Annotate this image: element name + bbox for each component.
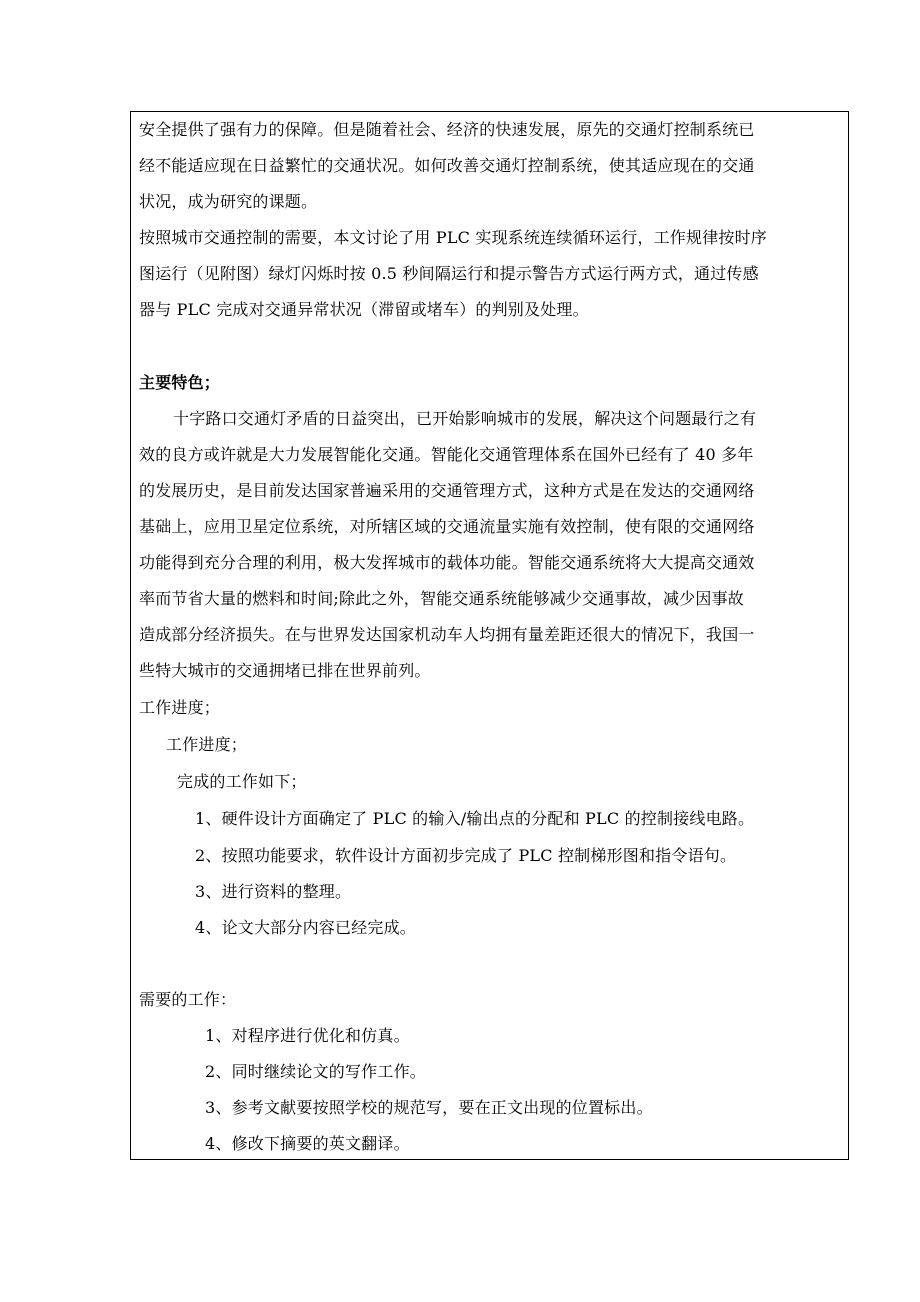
intro-line-4: 按照城市交通控制的需要，本文讨论了用 PLC 实现系统连续循环运行，工作规律按时序 — [139, 228, 768, 247]
features-line-3: 的发展历史，是目前发达国家普遍采用的交通管理方式，这种方式是在发达的交通网络 — [139, 481, 755, 500]
progress-item-3: 3、进行资料的整理。 — [195, 882, 352, 901]
progress-subheading: 工作进度； — [166, 735, 248, 754]
todo-item-4: 4、修改下摘要的英文翻译。 — [205, 1134, 410, 1153]
todo-item-1: 1、对程序进行优化和仿真。 — [205, 1026, 410, 1045]
todo-item-2: 2、同时继续论文的写作工作。 — [205, 1062, 426, 1081]
progress-done-intro: 完成的工作如下； — [177, 772, 307, 791]
intro-line-1: 安全提供了强有力的保障。但是随着社会、经济的快速发展，原先的交通灯控制系统已 — [139, 120, 755, 139]
todo-item-3: 3、参考文献要按照学校的规范写，要在正文出现的位置标出。 — [205, 1098, 653, 1117]
intro-line-2: 经不能适应现在日益繁忙的交通状况。如何改善交通灯控制系统，使其适应现在的交通 — [139, 156, 755, 175]
features-line-4: 基础上，应用卫星定位系统，对所辖区域的交通流量实施有效控制，使有限的交通网络 — [139, 517, 755, 536]
features-line-1: 十字路口交通灯矛盾的日益突出，已开始影响城市的发展，解决这个问题最行之有 — [173, 409, 757, 428]
intro-line-5: 图运行（见附图）绿灯闪烁时按 0.5 秒间隔运行和提示警告方式运行两方式，通过传感 — [139, 264, 759, 283]
progress-item-1: 1、硬件设计方面确定了 PLC 的输入/输出点的分配和 PLC 的控制接线电路。 — [195, 809, 755, 828]
features-line-5: 功能得到充分合理的利用，极大发挥城市的载体功能。智能交通系统将大大提高交通效 — [139, 553, 755, 572]
todo-heading: 需要的工作： — [139, 990, 237, 1009]
progress-heading: 工作进度； — [139, 698, 221, 717]
progress-item-4: 4、论文大部分内容已经完成。 — [195, 918, 416, 937]
intro-line-6: 器与 PLC 完成对交通异常状况（滞留或堵车）的判别及处理。 — [139, 300, 589, 319]
features-heading: 主要特色； — [139, 373, 221, 392]
features-line-7: 造成部分经济损失。在与世界发达国家机动车人均拥有量差距还很大的情况下，我国一 — [139, 625, 755, 644]
intro-line-3: 状况，成为研究的课题。 — [139, 192, 318, 211]
features-line-2: 效的良方或许就是大力发展智能化交通。智能化交通管理体系在国外已经有了 40 多年 — [139, 445, 754, 464]
features-line-8: 些特大城市的交通拥堵已排在世界前列。 — [139, 661, 431, 680]
progress-item-2: 2、按照功能要求，软件设计方面初步完成了 PLC 控制梯形图和指令语句。 — [195, 846, 737, 865]
features-line-6: 率而节省大量的燃料和时间;除此之外，智能交通系统能够减少交通事故，减少因事故 — [139, 589, 744, 608]
